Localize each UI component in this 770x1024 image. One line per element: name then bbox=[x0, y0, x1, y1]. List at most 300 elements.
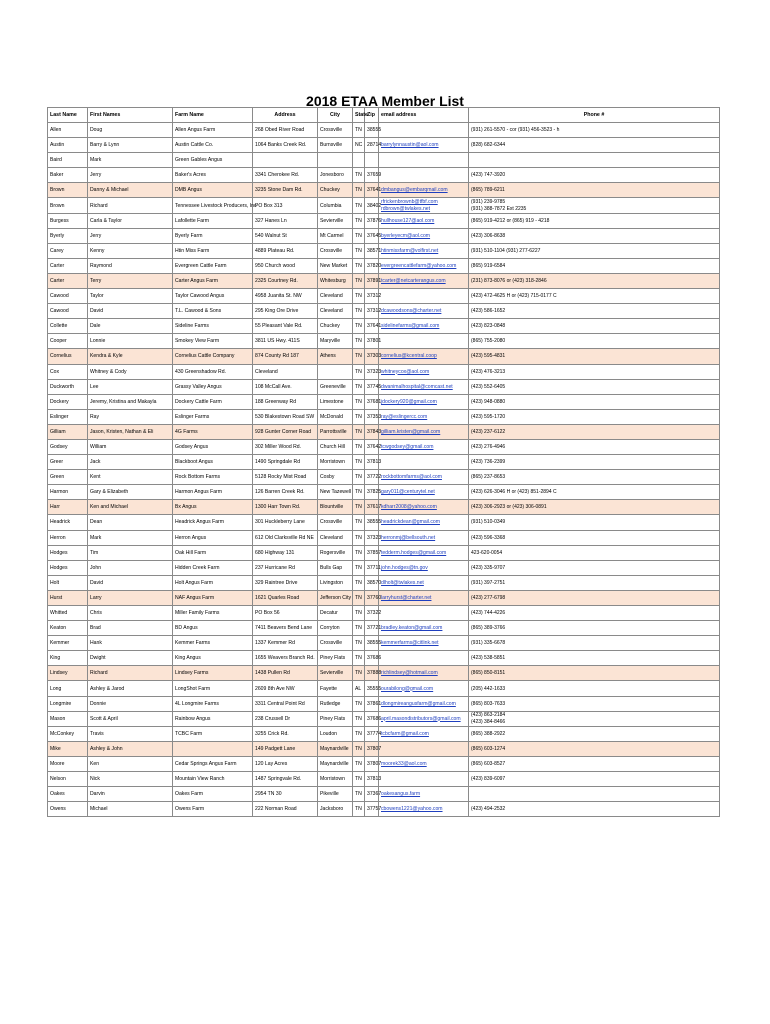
cell-email[interactable] bbox=[379, 651, 469, 666]
cell-last-name: Holt bbox=[48, 575, 88, 590]
cell-first-names: Mark bbox=[88, 530, 173, 545]
table-row bbox=[48, 123, 720, 138]
cell-address: 3811 US Hwy. 411S bbox=[253, 334, 318, 349]
cell-last-name: Hurst bbox=[48, 590, 88, 605]
cell-email[interactable]: larryhurst@charter.net bbox=[379, 590, 469, 605]
cell-zip: 37645 bbox=[365, 228, 379, 243]
cell-address bbox=[253, 153, 318, 168]
cell-state: TN bbox=[353, 802, 365, 817]
cell-state: TN bbox=[353, 515, 365, 530]
cell-city: Columbia bbox=[318, 198, 353, 213]
cell-email[interactable]: dwanimalhospital@comcast.net bbox=[379, 379, 469, 394]
cell-address: 1300 Harr Town Rd. bbox=[253, 500, 318, 515]
cell-state: TN bbox=[353, 439, 365, 454]
cell-phone bbox=[469, 787, 720, 802]
cell-phone: (423) 494-2532 bbox=[469, 802, 720, 817]
cell-last-name: Austin bbox=[48, 138, 88, 153]
cell-phone: (865) 237-8653 bbox=[469, 470, 720, 485]
cell-phone: 423-620-0054 bbox=[469, 545, 720, 560]
cell-state: TN bbox=[353, 243, 365, 258]
cell-city: Jonesboro bbox=[318, 168, 353, 183]
cell-zip: 37322 bbox=[365, 606, 379, 621]
table-row bbox=[48, 756, 720, 771]
cell-zip: 37757 bbox=[365, 802, 379, 817]
cell-email[interactable]: gary011@centurytel.net bbox=[379, 485, 469, 500]
cell-farm-name: Smokey View Farm bbox=[173, 334, 253, 349]
cell-first-names: Ashley & John bbox=[88, 741, 173, 756]
cell-state: TN bbox=[353, 787, 365, 802]
cell-state: TN bbox=[353, 500, 365, 515]
cell-first-names: Dale bbox=[88, 319, 173, 334]
cell-state: TN bbox=[353, 470, 365, 485]
cell-phone: (865) 389-3766 bbox=[469, 621, 720, 636]
cell-farm-name: T.L. Cawood & Sons bbox=[173, 304, 253, 319]
cell-phone: (865) 789-6211 bbox=[469, 183, 720, 198]
cell-city: Morristown bbox=[318, 772, 353, 787]
cell-state: TN bbox=[353, 606, 365, 621]
cell-state: TN bbox=[353, 379, 365, 394]
cell-email[interactable] bbox=[379, 123, 469, 138]
cell-email[interactable]: byerleyecm@aol.com bbox=[379, 228, 469, 243]
cell-farm-name: Evergreen Cattle Farm bbox=[173, 258, 253, 273]
cell-state: TN bbox=[353, 273, 365, 288]
cell-email[interactable]: tcbcfarm@gmail.com bbox=[379, 726, 469, 741]
cell-first-names: Travis bbox=[88, 726, 173, 741]
cell-state: TN bbox=[353, 198, 365, 213]
cell-address: 2325 Courtney Rd. bbox=[253, 273, 318, 288]
cell-email[interactable] bbox=[379, 606, 469, 621]
cell-address: 4889 Plateau Rd. bbox=[253, 243, 318, 258]
cell-zip: 37686 bbox=[365, 651, 379, 666]
cell-farm-name: Miller Family Farms bbox=[173, 606, 253, 621]
cell-first-names: Danny & Michael bbox=[88, 183, 173, 198]
cell-city: Corryton bbox=[318, 621, 353, 636]
cell-farm-name: Taylor Cawood Angus bbox=[173, 289, 253, 304]
cell-last-name: Burgess bbox=[48, 213, 88, 228]
cell-state: TN bbox=[353, 575, 365, 590]
cell-last-name: Baker bbox=[48, 168, 88, 183]
cell-address: 126 Barren Creek Rd. bbox=[253, 485, 318, 500]
cell-last-name: Long bbox=[48, 681, 88, 696]
cell-city: Jefferson City bbox=[318, 590, 353, 605]
cell-email[interactable]: oakesangus.farm bbox=[379, 787, 469, 802]
cell-address: 950 Church wood bbox=[253, 258, 318, 273]
cell-phone: (423) 744-4226 bbox=[469, 606, 720, 621]
table-row bbox=[48, 545, 720, 560]
cell-phone: (423) 335-9707 bbox=[469, 560, 720, 575]
cell-email[interactable]: tcwgodsey@gmail.com bbox=[379, 439, 469, 454]
cell-city: Chuckey bbox=[318, 319, 353, 334]
member-table bbox=[47, 107, 720, 817]
cell-email-line-1: rfrickenbrownb@tfbf.com bbox=[381, 199, 438, 206]
cell-state: TN bbox=[353, 636, 365, 651]
cell-email[interactable]: dlongmireangusfarm@gmail.com bbox=[379, 696, 469, 711]
cell-zip: 37642 bbox=[365, 439, 379, 454]
cell-phone: (423) 277-6798 bbox=[469, 590, 720, 605]
cell-email[interactable]: john.hodges@tn.gov bbox=[379, 560, 469, 575]
cell-farm-name: Htin Miss Farm bbox=[173, 243, 253, 258]
cell-last-name: Harmon bbox=[48, 485, 88, 500]
cell-farm-name: TCBC Farm bbox=[173, 726, 253, 741]
cell-last-name: Longmire bbox=[48, 696, 88, 711]
cell-email[interactable]: barrylynnaustin@aol.com bbox=[379, 138, 469, 153]
cell-farm-name: Rainbow Angus bbox=[173, 711, 253, 726]
cell-city: Morristown bbox=[318, 455, 353, 470]
cell-city: Decatur bbox=[318, 606, 353, 621]
cell-email[interactable]: whitneycox@aol.com bbox=[379, 364, 469, 379]
cell-farm-name: Austin Cattle Co. bbox=[173, 138, 253, 153]
table-row bbox=[48, 726, 720, 741]
cell-farm-name: Dockery Cattle Farm bbox=[173, 394, 253, 409]
table-row bbox=[48, 138, 720, 153]
cell-last-name: Allen bbox=[48, 123, 88, 138]
table-row bbox=[48, 772, 720, 787]
cell-state: TN bbox=[353, 183, 365, 198]
cell-farm-name: Harmon Angus Farm bbox=[173, 485, 253, 500]
cell-phone: (423) 736-2399 bbox=[469, 455, 720, 470]
cell-email[interactable] bbox=[379, 741, 469, 756]
cell-email[interactable]: dcawoodsons@charter.net bbox=[379, 304, 469, 319]
cell-last-name: Gilliam bbox=[48, 424, 88, 439]
cell-first-names: Kendra & Kyle bbox=[88, 349, 173, 364]
table-row bbox=[48, 741, 720, 756]
cell-zip: 37323 bbox=[365, 530, 379, 545]
cell-zip: 37801 bbox=[365, 334, 379, 349]
cell-first-names: Scott & April bbox=[88, 711, 173, 726]
cell-farm-name: Lindsey Farms bbox=[173, 666, 253, 681]
cell-first-names: Barry & Lynn bbox=[88, 138, 173, 153]
cell-email[interactable]: richlindsey@hotmail.com bbox=[379, 666, 469, 681]
cell-phone: (865) 388-2922 bbox=[469, 726, 720, 741]
cell-zip: 37659 bbox=[365, 168, 379, 183]
cell-email[interactable] bbox=[379, 772, 469, 787]
cell-zip: 38555 bbox=[365, 515, 379, 530]
cell-first-names: Carla & Taylor bbox=[88, 213, 173, 228]
cell-email[interactable]: gilliam.kristen@gmail.com bbox=[379, 424, 469, 439]
cell-email[interactable]: ourabilong@gmail.com bbox=[379, 681, 469, 696]
cell-zip: 37857 bbox=[365, 545, 379, 560]
cell-zip: 37745 bbox=[365, 379, 379, 394]
cell-last-name: Lindsey bbox=[48, 666, 88, 681]
cell-phone: (423) 839-6097 bbox=[469, 772, 720, 787]
cell-farm-name bbox=[173, 741, 253, 756]
cell-email[interactable] bbox=[379, 334, 469, 349]
cell-first-names: Jerry bbox=[88, 168, 173, 183]
cell-city bbox=[318, 364, 353, 379]
cell-address: 3341 Cherokee Rd. bbox=[253, 168, 318, 183]
table-row bbox=[48, 470, 720, 485]
cell-city: Loudon bbox=[318, 726, 353, 741]
cell-phone: (423) 472-4625 H or (423) 715-0177 C bbox=[469, 289, 720, 304]
cell-last-name: King bbox=[48, 651, 88, 666]
cell-zip: 37825 bbox=[365, 485, 379, 500]
cell-farm-name: DMB Angus bbox=[173, 183, 253, 198]
cell-zip: 37312 bbox=[365, 289, 379, 304]
cell-email[interactable]: cbowens1221@yahoo.com bbox=[379, 802, 469, 817]
cell-last-name: Eslinger bbox=[48, 409, 88, 424]
cell-state: TN bbox=[353, 319, 365, 334]
cell-city: Bulls Gap bbox=[318, 560, 353, 575]
cell-state: TN bbox=[353, 711, 365, 726]
cell-address: 55 Pleasant Vale Rd. bbox=[253, 319, 318, 334]
cell-state: TN bbox=[353, 545, 365, 560]
cell-phone-line-2: (931) 388-7872 Ext 2235 bbox=[471, 205, 527, 212]
cell-farm-name: Byerly Farm bbox=[173, 228, 253, 243]
cell-email[interactable]: tcarter@netcarterangus.com bbox=[379, 273, 469, 288]
cell-state: TN bbox=[353, 168, 365, 183]
cell-phone: (423) 552-6405 bbox=[469, 379, 720, 394]
cell-phone: (423) 586-1652 bbox=[469, 304, 720, 319]
cell-farm-name: Tennessee Livestock Producers, Inc bbox=[173, 198, 253, 213]
cell-zip: 37617 bbox=[365, 500, 379, 515]
page-title: 2018 ETAA Member List bbox=[306, 93, 464, 109]
cell-farm-name: Headrick Angus Farm bbox=[173, 515, 253, 530]
cell-first-names: Larry bbox=[88, 590, 173, 605]
cell-last-name: Cornelius bbox=[48, 349, 88, 364]
cell-farm-name: Bx Angus bbox=[173, 500, 253, 515]
cell-address: 329 Raintree Drive bbox=[253, 575, 318, 590]
cell-email[interactable]: bradley.keaton@gmail.com bbox=[379, 621, 469, 636]
cell-email[interactable]: ray@eslingercc.com bbox=[379, 409, 469, 424]
cell-state: TN bbox=[353, 590, 365, 605]
cell-first-names: Lonnie bbox=[88, 334, 173, 349]
cell-city: Parrottsville bbox=[318, 424, 353, 439]
cell-last-name: McConkey bbox=[48, 726, 88, 741]
cell-address: 7411 Beavers Bend Lane bbox=[253, 621, 318, 636]
cell-state: TN bbox=[353, 726, 365, 741]
cell-address: 1064 Banks Creek Rd. bbox=[253, 138, 318, 153]
table-row bbox=[48, 213, 720, 228]
cell-state: TN bbox=[353, 334, 365, 349]
cell-city: Limestone bbox=[318, 394, 353, 409]
cell-city: New Market bbox=[318, 258, 353, 273]
cell-email[interactable]: htinmissfarm@volfirst.net bbox=[379, 243, 469, 258]
cell-address: 540 Walnut St bbox=[253, 228, 318, 243]
cell-zip: 37367 bbox=[365, 787, 379, 802]
cell-email[interactable]: evergreencattlefarm@yahoo.com bbox=[379, 258, 469, 273]
cell-email[interactable]: kdharr2008@yahoo.com bbox=[379, 500, 469, 515]
cell-zip: 37876 bbox=[365, 213, 379, 228]
table-row bbox=[48, 379, 720, 394]
cell-address: 4958 Juanita St. NW bbox=[253, 289, 318, 304]
member-rows bbox=[48, 123, 720, 817]
cell-last-name: Herron bbox=[48, 530, 88, 545]
table-row bbox=[48, 485, 720, 500]
cell-email[interactable] bbox=[379, 711, 469, 726]
cell-address: 2609 8th Ave NW bbox=[253, 681, 318, 696]
cell-zip: 37303 bbox=[365, 349, 379, 364]
cell-last-name: Brown bbox=[48, 183, 88, 198]
cell-first-names: Tim bbox=[88, 545, 173, 560]
cell-city: Maynardville bbox=[318, 756, 353, 771]
cell-phone: (423) 747-3920 bbox=[469, 168, 720, 183]
header-last-name: Last Name bbox=[48, 108, 88, 123]
cell-last-name: Mason bbox=[48, 711, 88, 726]
cell-zip: 37813 bbox=[365, 455, 379, 470]
cell-farm-name: Cornelius Cattle Company bbox=[173, 349, 253, 364]
cell-address: PO Box 56 bbox=[253, 606, 318, 621]
cell-address: 238 Crussell Dr bbox=[253, 711, 318, 726]
cell-farm-name: Baker's Acres bbox=[173, 168, 253, 183]
cell-email[interactable]: kemmerfarms@citlink.net bbox=[379, 636, 469, 651]
cell-farm-name: Blackboot Angus bbox=[173, 455, 253, 470]
cell-email[interactable] bbox=[379, 153, 469, 168]
cell-address: 295 King Ore Drive bbox=[253, 304, 318, 319]
cell-state: TN bbox=[353, 364, 365, 379]
cell-city: Rogersville bbox=[318, 545, 353, 560]
cell-zip: 38402 bbox=[365, 198, 379, 213]
cell-last-name: Byerly bbox=[48, 228, 88, 243]
cell-city: Chuckey bbox=[318, 183, 353, 198]
cell-phone: (931) 335-6678 bbox=[469, 636, 720, 651]
cell-email[interactable]: dlholt@twlakes.net bbox=[379, 575, 469, 590]
cell-last-name: Whitted bbox=[48, 606, 88, 621]
cell-first-names: Ken and Michael bbox=[88, 500, 173, 515]
cell-city: Piney Flats bbox=[318, 651, 353, 666]
cell-email[interactable]: headrickdean@gmail.com bbox=[379, 515, 469, 530]
cell-address: 3311 Central Point Rd bbox=[253, 696, 318, 711]
table-row bbox=[48, 409, 720, 424]
cell-phone: (423) 626-3046 H or (423) 851-2894 C bbox=[469, 485, 720, 500]
cell-zip: 38555 bbox=[365, 636, 379, 651]
cell-phone: (828) 682-6344 bbox=[469, 138, 720, 153]
cell-farm-name: Herron Angus bbox=[173, 530, 253, 545]
cell-phone: (865) 755-2080 bbox=[469, 334, 720, 349]
cell-address: 222 Norman Road bbox=[253, 802, 318, 817]
cell-first-names: Kent bbox=[88, 470, 173, 485]
cell-zip: 37861 bbox=[365, 696, 379, 711]
cell-first-names: Hank bbox=[88, 636, 173, 651]
cell-email[interactable]: herronmj@bellsouth.net bbox=[379, 530, 469, 545]
cell-email[interactable]: rockbottomfarms@aol.com bbox=[379, 470, 469, 485]
cell-city: Crossville bbox=[318, 243, 353, 258]
cell-zip: 37641 bbox=[365, 183, 379, 198]
cell-state: AL bbox=[353, 681, 365, 696]
cell-address: 1487 Springvale Rd. bbox=[253, 772, 318, 787]
cell-zip: 38571 bbox=[365, 243, 379, 258]
cell-first-names: Lee bbox=[88, 379, 173, 394]
cell-city: Mt Carmel bbox=[318, 228, 353, 243]
cell-phone: (231) 873-8076 or (423) 318-2846 bbox=[469, 273, 720, 288]
table-row bbox=[48, 198, 720, 213]
cell-farm-name: Allen Angus Farm bbox=[173, 123, 253, 138]
cell-farm-name: Rock Bottom Farms bbox=[173, 470, 253, 485]
cell-address: 1438 Pullen Rd bbox=[253, 666, 318, 681]
cell-phone: (423) 595-4831 bbox=[469, 349, 720, 364]
cell-city: Whitesburg bbox=[318, 273, 353, 288]
cell-last-name: Harr bbox=[48, 500, 88, 515]
cell-last-name: Carey bbox=[48, 243, 88, 258]
cell-address: 874 County Rd 187 bbox=[253, 349, 318, 364]
cell-phone: (865) 850-8151 bbox=[469, 666, 720, 681]
cell-farm-name: 4G Farms bbox=[173, 424, 253, 439]
table-row bbox=[48, 289, 720, 304]
cell-zip: 37813 bbox=[365, 772, 379, 787]
cell-city: Pikeville bbox=[318, 787, 353, 802]
cell-state: TN bbox=[353, 289, 365, 304]
cell-first-names: Kenny bbox=[88, 243, 173, 258]
cell-email[interactable]: hullhouse127@aol.com bbox=[379, 213, 469, 228]
cell-email[interactable] bbox=[379, 168, 469, 183]
table-row bbox=[48, 530, 720, 545]
cell-email[interactable]: tedderm.hodges@gmail.com bbox=[379, 545, 469, 560]
cell-phone: (423) 306-8638 bbox=[469, 228, 720, 243]
cell-address: 237 Hurricane Rd bbox=[253, 560, 318, 575]
cell-farm-name: Owens Farm bbox=[173, 802, 253, 817]
cell-state: TN bbox=[353, 621, 365, 636]
cell-phone: (865) 603-1274 bbox=[469, 741, 720, 756]
cell-first-names: William bbox=[88, 439, 173, 454]
cell-last-name: Oakes bbox=[48, 787, 88, 802]
cell-city: Blountville bbox=[318, 500, 353, 515]
cell-first-names: Chris bbox=[88, 606, 173, 621]
cell-farm-name: Oak Hill Farm bbox=[173, 545, 253, 560]
cell-first-names: David bbox=[88, 575, 173, 590]
cell-email-line-2: rdbrown@twlakes.net bbox=[381, 205, 431, 212]
cell-first-names: Mark bbox=[88, 153, 173, 168]
cell-phone: (423) 823-0848 bbox=[469, 319, 720, 334]
cell-city: Burnsville bbox=[318, 138, 353, 153]
table-row bbox=[48, 560, 720, 575]
cell-email[interactable]: cornelius@kcentral.coop bbox=[379, 349, 469, 364]
cell-city: Crossville bbox=[318, 123, 353, 138]
cell-first-names: Doug bbox=[88, 123, 173, 138]
cell-email[interactable]: moorek33@aol.com bbox=[379, 756, 469, 771]
header-first-names: First Names bbox=[88, 108, 173, 123]
table-row bbox=[48, 364, 720, 379]
table-row bbox=[48, 319, 720, 334]
cell-first-names: Ray bbox=[88, 409, 173, 424]
table-row bbox=[48, 304, 720, 319]
cell-last-name: Hodges bbox=[48, 560, 88, 575]
cell-zip: 37843 bbox=[365, 424, 379, 439]
table-row bbox=[48, 515, 720, 530]
cell-address: 108 McCall Ave. bbox=[253, 379, 318, 394]
cell-city: Livingston bbox=[318, 575, 353, 590]
cell-state bbox=[353, 153, 365, 168]
cell-email[interactable] bbox=[379, 455, 469, 470]
table-row bbox=[48, 590, 720, 605]
cell-first-names: Dean bbox=[88, 515, 173, 530]
cell-zip: 37774 bbox=[365, 726, 379, 741]
cell-address: 928 Gunter Corner Road bbox=[253, 424, 318, 439]
cell-phone: (865) 919-4212 or (865) 919 - 4218 bbox=[469, 213, 720, 228]
cell-zip: 37323 bbox=[365, 364, 379, 379]
cell-city: Greeneville bbox=[318, 379, 353, 394]
cell-email[interactable] bbox=[379, 289, 469, 304]
cell-farm-name: Holt Angus Farm bbox=[173, 575, 253, 590]
cell-email[interactable]: jdockery920@gmail.com bbox=[379, 394, 469, 409]
cell-last-name: Greer bbox=[48, 455, 88, 470]
cell-farm-name: 430 Greenshadow Rd. bbox=[173, 364, 253, 379]
cell-phone: (931) 397-2751 bbox=[469, 575, 720, 590]
cell-first-names: Terry bbox=[88, 273, 173, 288]
cell-email[interactable]: sidelinefarms@gmail.com bbox=[379, 319, 469, 334]
cell-city: Athens bbox=[318, 349, 353, 364]
cell-state: TN bbox=[353, 213, 365, 228]
cell-first-names: Richard bbox=[88, 666, 173, 681]
header-city: City bbox=[318, 108, 353, 123]
cell-phone bbox=[469, 711, 720, 726]
cell-farm-name: Grassy Valley Angus bbox=[173, 379, 253, 394]
cell-zip: 37807 bbox=[365, 741, 379, 756]
table-row bbox=[48, 273, 720, 288]
cell-farm-name: BD Angus bbox=[173, 621, 253, 636]
cell-phone: (931) 510-1104 (931) 277-6227 bbox=[469, 243, 720, 258]
cell-state: TN bbox=[353, 123, 365, 138]
cell-email[interactable]: dmbangus@embarqmail.com bbox=[379, 183, 469, 198]
cell-email[interactable] bbox=[379, 198, 469, 213]
